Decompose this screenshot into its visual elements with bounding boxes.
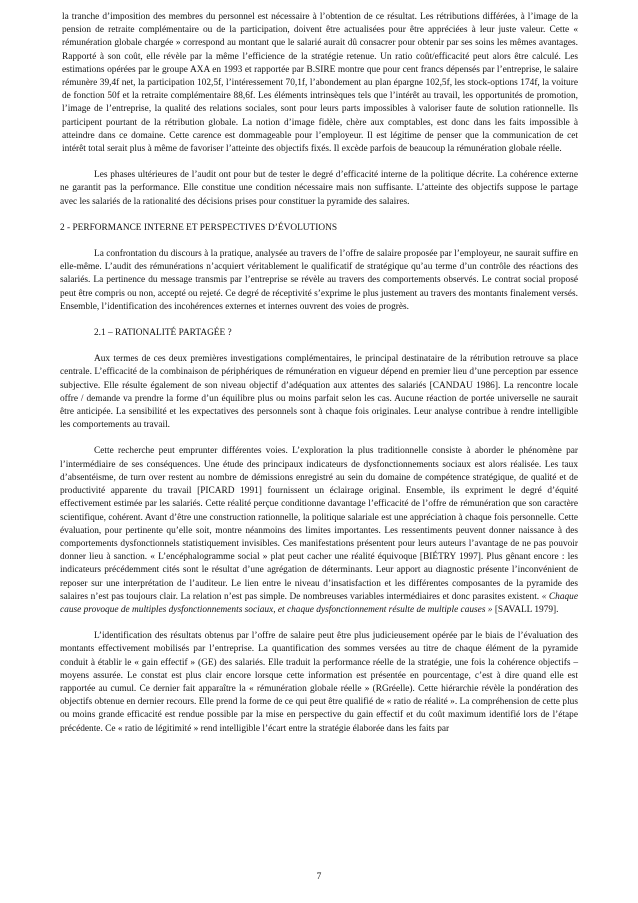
paragraph-audit-phases: Les phases ultérieures de l’audit ont pour but de tester le degré d’efficacité interne de la politique décrite. La cohérence externe ne garantit pas la performance. Elle constitue une condition nécessaire mais non suffisante. L’atteinte des objectifs suppose le partage avec les salariés de la rationalité des décisions prises pour constituer la pyramide des salaires. [60, 170, 578, 207]
document-body [60, 11, 578, 736]
paragraph-research-text: Cette recherche peut emprunter différentes voies. L’exploration la plus traditionnelle consiste à aborder le phénomène par l’intermédiaire de ses conséquences. Une étude des principaux indicateurs de dysfonctionnements sociaux est alors réalisée. Les taux d’absentéisme, de turn over restent au nombre de démissions enregistré au sein du domaine de compétence stratégique, de qualité et de productivité apparente du travail [PICARD 1991] fournissent un éclairage original. Ensemble, ils expriment le degré d’équité effectivement estimée par les salariés. Cette réalité perçue conditionne davantage l’efficacité de l’offre de rémunération que son caractère scientifique, cohérent. Avant d’être une construction rationnelle, la politique salariale est une appréciation à chaque fois personnelle. Cette évaluation, pour pertinente qu’elle soit, montre néanmoins des limites importantes. Les ressentiments peuvent donner naissance à des comportements dysfonctionnels statistiquement invisibles. Ces manifestations présentent pour leurs auteurs l’avantage de ne pas pouvoir donner lieu à sanction. « L’encéphalogramme social » plat peut cacher une réalité équivoque [BIÉTRY 1997]. Plus gênant encore : les indicateurs précédemment cités sont le résultat d’une agrégation de déterminants. Leur apport au diagnostic présente l’inconvénient de reposer sur une interprétation de l’auditeur. Le lien entre le niveau d’insatisfaction et les différentes composantes de la pyramide des salaires n’est pas toujours clair. La relation n’est pas simple. De nombreuses variables intermédiaires et donc parasites existent. [60, 446, 578, 602]
subsection-heading: 2.1 – RATIONALITÉ PARTAGÉE ? [94, 328, 232, 339]
paragraph-research-paths [60, 445, 578, 617]
citation-savall: [SAVALL 1979]. [492, 604, 559, 615]
paragraph-identification: L’identification des résultats obtenus par l’offre de salaire peut être plus judicieusement opérée par le biais de l’évaluation des montants effectivement mobilisés par l’entreprise. La quantification des sommes versées au titre de chaque élément de la pyramide conduit à établir le « gain effectif » (GE) des salariés. Elle traduit la performance réelle de la stratégie, une fois la cohérence objectifs – moyens assurée. Le constat est plus clair encore lorsque cette information est présentée en pourcentage, c’est à dire quand elle est rapportée au cumul. Ce dernier fait apparaître la « rémunération globale réelle » (RGréelle). Cette hiérarchie révèle la pondération des objectifs obtenue en dernier recours. Elle prend la forme de ce qui peut être qualifié de « ratio de réalité ». La compréhension de cette plus ou moins grande efficacité est rendue possible par la mise en perspective du gain effectif et du coût maximum identifié lors de l’étape précédente. Ce « ratio de légitimité » rend intelligible l’écart entre la stratégie élaborée dans les faits par [60, 631, 578, 734]
page-number: 7 [316, 872, 322, 882]
paragraph-investigations: Aux termes de ces deux premières investigations complémentaires, le principal destinataire de la rétribution retrouve sa place centrale. L’efficacité de la combinaison de périphériques de rémunération en vigueur dépend en premier lieu d’une perception par essence subjective. Elle résulte également de son niveau objectif d’adéquation aux attentes des salariés [CANDAU 1986]. La rencontre locale offre / demande va prendre la forme d’un équilibre plus ou moins parfait selon les cas. Aucune réaction de portée universelle ne saurait être anticipée. La sensibilité et les expectatives des personnels sont à chaque fois originales. Leur analyse contribue à rendre intelligible les comportements au travail. [60, 354, 578, 431]
section-heading: 2 - PERFORMANCE INTERNE ET PERSPECTIVES D’ÉVOLUTIONS [60, 222, 338, 233]
paragraph-continuation: la tranche d’imposition des membres du personnel est nécessaire à l’obtention de ce résultat. Les rétributions différées, à l’image de la pension de retraite complémentaire ou de la participation, doivent être actualisées pour être appréciées à leur juste valeur. Cette « rémunération globale chargée » correspond au montant que le salarié aurait dû consacrer pour obtenir par ses soins les mêmes avantages. Rapporté à son coût, elle révèle par la même l’efficience de la stratégie retenue. Un ratio coût/efficacité peut alors être calculé. Les estimations opérées par le groupe AXA en 1993 et rapportée par B.SIRE montre que pour cent francs dépensés par l’entreprise, le salaire rémunère 39,4f net, la participation 102,5f, l’intéressement 70,1f, l’abondement au plan épargne 102,5f, les stock-options 174f, la voiture de fonction 50f et la retraite complémentaire 88,6f. Les éléments intrinsèques tels que l’intérêt au travail, les opportunités de promotion, l’image de l’entreprise, la qualité des relations sociales, sont pour leurs parts impossibles à valoriser faute de solution rationnelle. Ils participent pourtant de la rétribution globale. La notion d’image fidèle, chère aux comptables, est donc dans les faits impossible à atteindre dans ce domaine. Cette carence est dommageable pour l’employeur. Il est légitime de penser que la communication de cet intérêt total serait plus à même de favoriser l’atteinte des objectifs fixés. Il excède parfois de beaucoup la rémunération globale réelle. [62, 12, 578, 155]
paragraph-confrontation: La confrontation du discours à la pratique, analysée au travers de l’offre de salaire proposée par l’employeur, ne saurait suffire en elle-même. L’audit des rémunérations n’acquiert véritablement le qualificatif de stratégique qu’au terme d’un contrôle des réactions des salariés. La pertinence du message transmis par l’entreprise se révèle au travers des comportements observés. Le contrat social proposé peut être compris ou non, accepté ou rejeté. Ce degré de réceptivité s’exprime le plus justement au travers des montants finalement versés. Ensemble, l’identification des incohérences externes et internes ouvrent des voies de progrès. [60, 249, 578, 312]
quotation-savall: « Chaque cause provoque de multiples dysfonctionnements sociaux, et chaque dysfonctionnement résulte de multiple causes » [60, 591, 579, 615]
